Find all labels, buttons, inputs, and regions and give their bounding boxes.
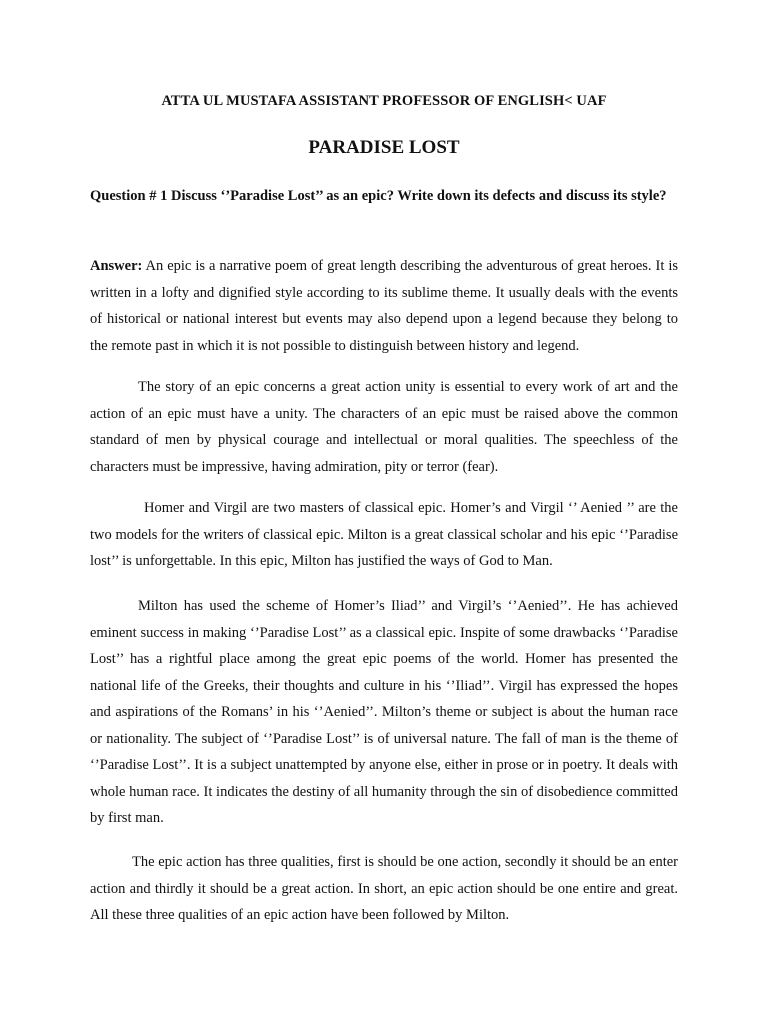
answer-label: Answer: <box>90 258 143 274</box>
author-line: ATTA UL MUSTAFA ASSISTANT PROFESSOR OF ENGLISH< UAF <box>161 93 607 109</box>
question-heading: Question # 1 Discuss ‘’Paradise Lost’’ as an epic? Write down its defects and discuss its style? <box>90 188 667 204</box>
body-paragraph-epic-story: The story of an epic concerns a great action unity is essential to every work of art and the action of an epic must have a unity. The characters of an epic must be raised above the common standard of men by physical courage and intellectual or moral qualities. The speechless of the characters must be impressive, having admiration, pity or terror (fear). <box>90 379 678 475</box>
body-paragraph-homer-virgil: Homer and Virgil are two masters of classical epic. Homer’s and Virgil ‘’ Aenied ’’ are the two models for the writers of classical epic. Milton is a great classical scholar and his epic ‘’Paradise lost’’ is unforgettable. In this epic, Milton has justified the ways of God to Man. <box>90 500 678 569</box>
answer-intro-text: An epic is a narrative poem of great length describing the adventurous of great heroes. It is written in a lofty and dignified style according to its sublime theme. It usually deals with the events of historical or national interest but events may also depend upon a legend because they belong to the remote past in which it is not possible to distinguish between history and legend. <box>90 258 678 354</box>
page-title: PARADISE LOST <box>308 137 460 158</box>
body-paragraph-epic-action: The epic action has three qualities, first is should be one action, secondly it should be an enter action and thirdly it should be a great action. In short, an epic action should be one entire and great. All these three qualities of an epic action have been followed by Milton. <box>90 854 678 923</box>
answer-paragraph <box>90 253 678 359</box>
body-paragraph-milton-scheme: Milton has used the scheme of Homer’s Iliad’’ and Virgil’s ‘’Aenied’’. He has achieved eminent success in making ‘’Paradise Lost’’ as a classical epic. Inspite of some drawbacks ‘’Paradise Lost’’ has a rightful place among the great epic poems of the world. Homer has presented the national life of the Greeks, their thoughts and culture in his ‘’Iliad’’. Virgil has expressed the hopes and aspirations of the Romans’ in his ‘’Aenied’’. Milton’s theme or subject is about the human race or nationality. The subject of ‘’Paradise Lost’’ is of universal nature. The fall of man is the theme of ‘’Paradise Lost’’. It is a subject unattempted by anyone else, either in prose or in poetry. It deals with whole human race. It indicates the destiny of all humanity through the sin of disobedience committed by first man. <box>90 598 678 826</box>
